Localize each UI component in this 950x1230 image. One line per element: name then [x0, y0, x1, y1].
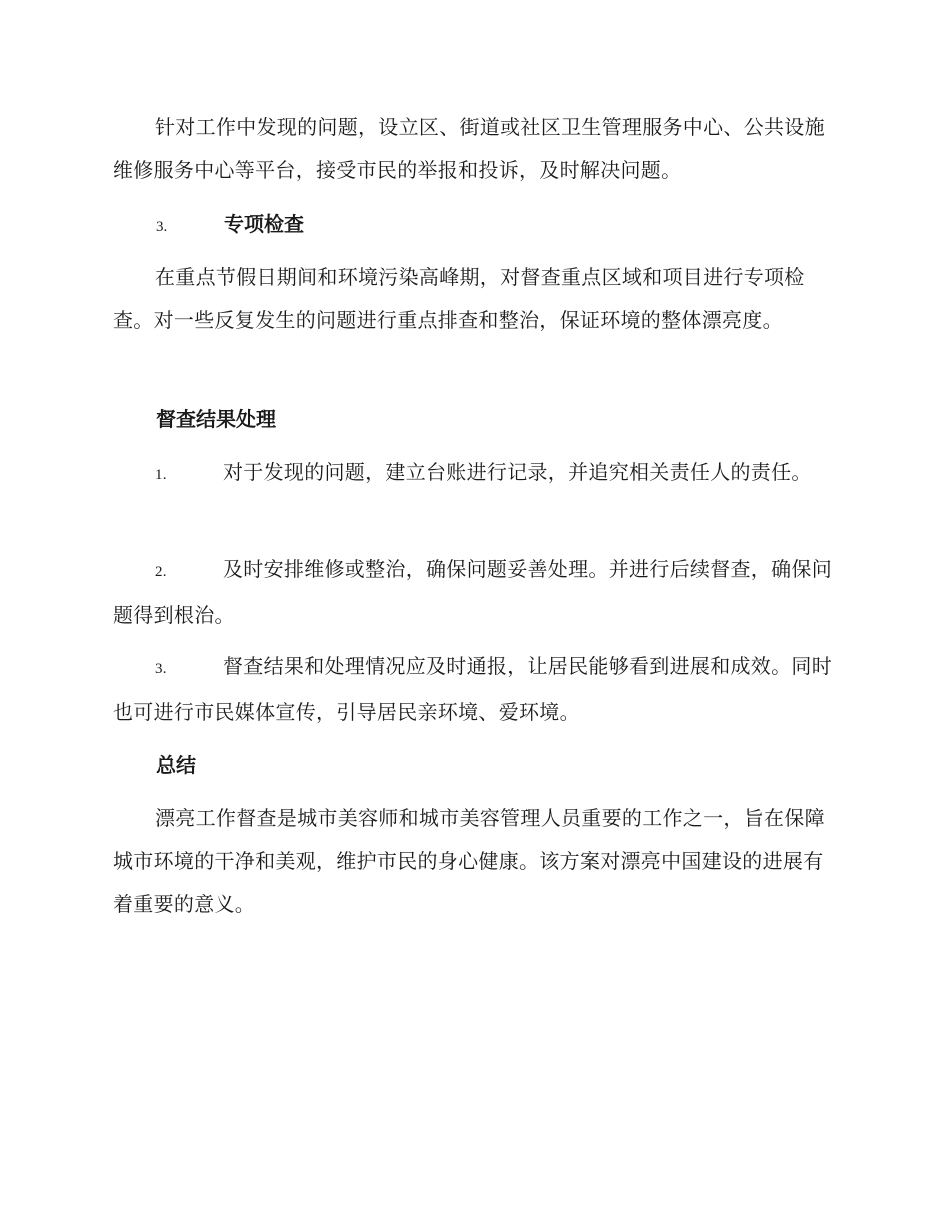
results-section-title: 督查结果处理: [156, 407, 276, 431]
results-item-1-text: 对于发现的问题，建立台账进行记录，并追究相关责任人的责任。: [223, 460, 812, 484]
results-item-3-number: 3.: [155, 661, 167, 677]
section-3-body: 在重点节假日期间和环境污染高峰期，对督查重点区域和项目进行专项检查。对一些反复发生的问题进行重点排查和整治，保证环境的整体漂亮度。: [113, 265, 805, 332]
section-3-heading: [156, 209, 304, 242]
results-item-1-number: 1.: [155, 467, 167, 483]
results-item-1: [113, 451, 833, 497]
results-item-2: [113, 548, 833, 637]
results-item-2-text: 及时安排维修或整治，确保问题妥善处理。并进行后续督查，确保问题得到根治。: [113, 557, 832, 627]
intro-paragraph: 针对工作中发现的问题，设立区、街道或社区卫生管理服务中心、公共设施维修服务中心等平台，接受市民的举报和投诉，及时解决问题。: [113, 115, 825, 182]
summary-section-body: 漂亮工作督查是城市美容师和城市美容管理人员重要的工作之一，旨在保障城市环境的干净和美观，维护市民的身心健康。该方案对漂亮中国建设的进展有着重要的意义。: [113, 806, 825, 916]
section-3-title: 专项检查: [224, 212, 304, 236]
results-item-3-text: 督查结果和处理情况应及时通报，让居民能够看到进展和成效。同时也可进行市民媒体宣传，引导居民亲环境、爱环境。: [113, 654, 832, 724]
section-3-number: 3.: [156, 219, 168, 235]
results-item-3: [113, 645, 833, 734]
results-item-2-number: 2.: [155, 564, 167, 580]
summary-section-title: 总结: [156, 753, 196, 777]
